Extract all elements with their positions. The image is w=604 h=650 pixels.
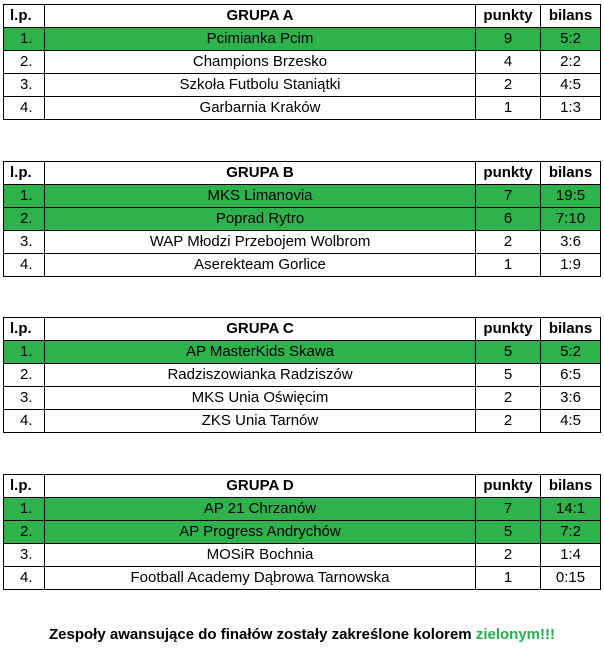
row-lp: 2. [4,208,45,231]
team-balance: 3:6 [541,387,601,410]
row-lp: 3. [4,387,45,410]
team-name: MKS Limanovia [45,185,476,208]
footer-note [0,626,604,643]
header-points: punkty [476,5,541,28]
team-balance: 4:5 [541,74,601,97]
team-balance: 5:2 [541,28,601,51]
group-table [3,161,600,277]
team-name: MOSiR Bochnia [45,544,476,567]
row-lp: 2. [4,521,45,544]
group-title: GRUPA C [45,318,476,341]
team-name: MKS Unia Oświęcim [45,387,476,410]
group-title: GRUPA A [45,5,476,28]
team-balance: 5:2 [541,341,601,364]
team-name: Aserekteam Gorlice [45,254,476,277]
footer-text: Zespoły awansujące do finałów zostały zakreślone kolorem [49,626,476,643]
row-lp: 1. [4,341,45,364]
team-points: 5 [476,341,541,364]
row-lp: 4. [4,97,45,120]
header-balance: bilans [541,162,601,185]
team-name: AP MasterKids Skawa [45,341,476,364]
group-table [3,4,600,120]
team-balance: 1:9 [541,254,601,277]
standings-table [3,317,601,433]
header-balance: bilans [541,475,601,498]
team-balance: 0:15 [541,567,601,590]
table-row [4,498,601,521]
team-name: AP 21 Chrzanów [45,498,476,521]
team-points: 1 [476,97,541,120]
team-name: Pcimianka Pcim [45,28,476,51]
table-row [4,97,601,120]
team-balance: 4:5 [541,410,601,433]
team-name: Garbarnia Kraków [45,97,476,120]
table-row [4,51,601,74]
header-row [4,5,601,28]
standings-table [3,474,601,590]
header-row [4,318,601,341]
header-points: punkty [476,318,541,341]
row-lp: 1. [4,498,45,521]
table-row [4,28,601,51]
team-name: Football Academy Dąbrowa Tarnowska [45,567,476,590]
team-points: 2 [476,544,541,567]
team-balance: 7:10 [541,208,601,231]
table-row [4,341,601,364]
team-points: 2 [476,74,541,97]
table-row [4,544,601,567]
team-name: Champions Brzesko [45,51,476,74]
header-points: punkty [476,162,541,185]
table-row [4,254,601,277]
row-lp: 1. [4,185,45,208]
table-row [4,185,601,208]
standings-table [3,4,601,120]
team-name: AP Progress Andrychów [45,521,476,544]
team-name: Radziszowianka Radziszów [45,364,476,387]
team-name: ZKS Unia Tarnów [45,410,476,433]
header-points: punkty [476,475,541,498]
row-lp: 2. [4,364,45,387]
table-row [4,231,601,254]
row-lp: 2. [4,51,45,74]
table-row [4,364,601,387]
team-balance: 3:6 [541,231,601,254]
team-name: WAP Młodzi Przebojem Wolbrom [45,231,476,254]
header-lp: l.p. [4,475,45,498]
team-points: 4 [476,51,541,74]
group-title: GRUPA B [45,162,476,185]
row-lp: 4. [4,567,45,590]
table-row [4,74,601,97]
team-points: 6 [476,208,541,231]
team-balance: 6:5 [541,364,601,387]
header-lp: l.p. [4,318,45,341]
team-points: 1 [476,567,541,590]
row-lp: 3. [4,231,45,254]
table-row [4,521,601,544]
group-table [3,474,600,590]
team-balance: 19:5 [541,185,601,208]
team-points: 1 [476,254,541,277]
team-points: 2 [476,410,541,433]
team-points: 5 [476,364,541,387]
team-points: 2 [476,231,541,254]
header-lp: l.p. [4,5,45,28]
table-row [4,410,601,433]
team-points: 7 [476,185,541,208]
team-balance: 1:3 [541,97,601,120]
row-lp: 3. [4,544,45,567]
team-balance: 7:2 [541,521,601,544]
row-lp: 1. [4,28,45,51]
header-row [4,162,601,185]
team-balance: 14:1 [541,498,601,521]
table-row [4,387,601,410]
team-balance: 2:2 [541,51,601,74]
team-points: 2 [476,387,541,410]
standings-table [3,161,601,277]
header-balance: bilans [541,318,601,341]
team-balance: 1:4 [541,544,601,567]
table-row [4,208,601,231]
row-lp: 4. [4,254,45,277]
header-row [4,475,601,498]
team-points: 7 [476,498,541,521]
team-points: 5 [476,521,541,544]
team-name: Szkoła Futbolu Staniątki [45,74,476,97]
group-table [3,317,600,433]
row-lp: 4. [4,410,45,433]
footer-highlight: zielonym!!! [475,626,555,643]
row-lp: 3. [4,74,45,97]
header-balance: bilans [541,5,601,28]
team-points: 9 [476,28,541,51]
team-name: Poprad Rytro [45,208,476,231]
group-title: GRUPA D [45,475,476,498]
table-row [4,567,601,590]
header-lp: l.p. [4,162,45,185]
